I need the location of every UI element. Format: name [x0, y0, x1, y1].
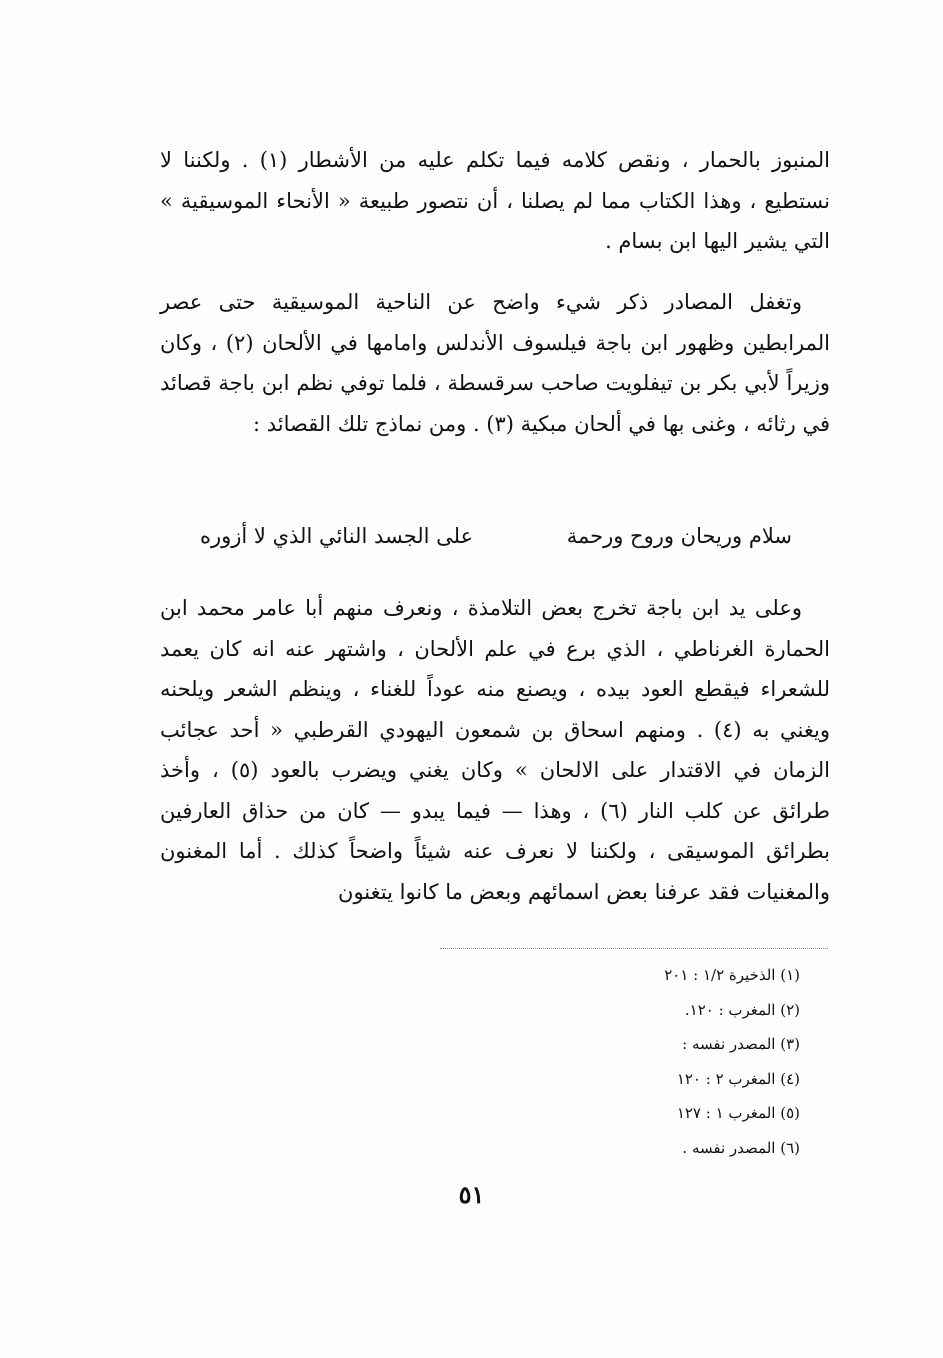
paragraph-1-text: المنبوز بالحمار ، ونقص كلامه فيما تكلم عليه من الأشطار (١) . ولكننا لا نستطيع ، وهذا الكتاب مما لم يصلنا ، أن نتصور طبيعة « الأنحاء الموسيقية » التي يشير اليها ابن بسام .: [160, 148, 830, 253]
paragraph-2: [160, 282, 830, 444]
paragraph-2-text: وتغفل المصادر ذكر شيء واضح عن الناحية الموسيقية حتى عصر المرابطين وظهور ابن باجة فيلسوف الأندلس وامامها في الألحان (٢) ، وكان وزيراً لأبي بكر بن تيفلويت صاحب سرقسطة ، فلما توفي نظم ابن باجة قصائد في رثائه ، وغنى بها في ألحان مبكية (٣) . ومن نماذج تلك القصائد :: [160, 290, 830, 436]
footnote-3: (٣) المصدر نفسه :: [682, 1035, 800, 1053]
footnote-5: (٥) المغرب ١ : ١٢٧: [676, 1104, 800, 1122]
footnote-1: (١) الذخيرة ١/٢ : ٢٠١: [664, 966, 800, 984]
footnote-2: (٢) المغرب : ١٢٠.: [684, 1000, 800, 1019]
paragraph-1: [160, 140, 830, 262]
verse-first-hemistich: سلام وريحان وروح ورحمة: [566, 524, 792, 548]
footnote-4: (٤) المغرب ٢ : ١٢٠: [676, 1069, 800, 1088]
paragraph-3: [160, 588, 830, 912]
paragraph-3-text: وعلى يد ابن باجة تخرج بعض التلامذة ، ونعرف منهم أبا عامر محمد ابن الحمارة الغرناطي ، الذي برع في علم الألحان ، واشتهر عنه انه كان يعمد للشعراء فيقطع العود بيده ، ويصنع منه عوداً للغناء ، وينظم الشعر ويلحنه ويغني به (٤) . ومنهم اسحاق بن شمعون اليهودي القرطبي « أحد عجائب الزمان في الاقتدار على الالحان » وكان يغني ويضرب بالعود (٥) ، وأخذ طرائق عن كلب النار (٦) ، وهذا — فيما يبدو — كان من حذاق العارفين بطرائق الموسيقى ، ولكننا لا نعرف عنه شيئاً واضحاً كذلك . أما المغنون والمغنيات فقد عرفنا بعض اسمائهم وبعض ما كانوا يتغنون: [160, 596, 830, 904]
page-number: ٥١: [458, 1180, 485, 1209]
verse-second-hemistich: على الجسد النائي الذي لا أزوره: [200, 524, 474, 548]
footnote-6: (٦) المصدر نفسه .: [682, 1138, 800, 1157]
footnotes: [664, 958, 800, 1165]
footnote-divider: [440, 948, 828, 949]
